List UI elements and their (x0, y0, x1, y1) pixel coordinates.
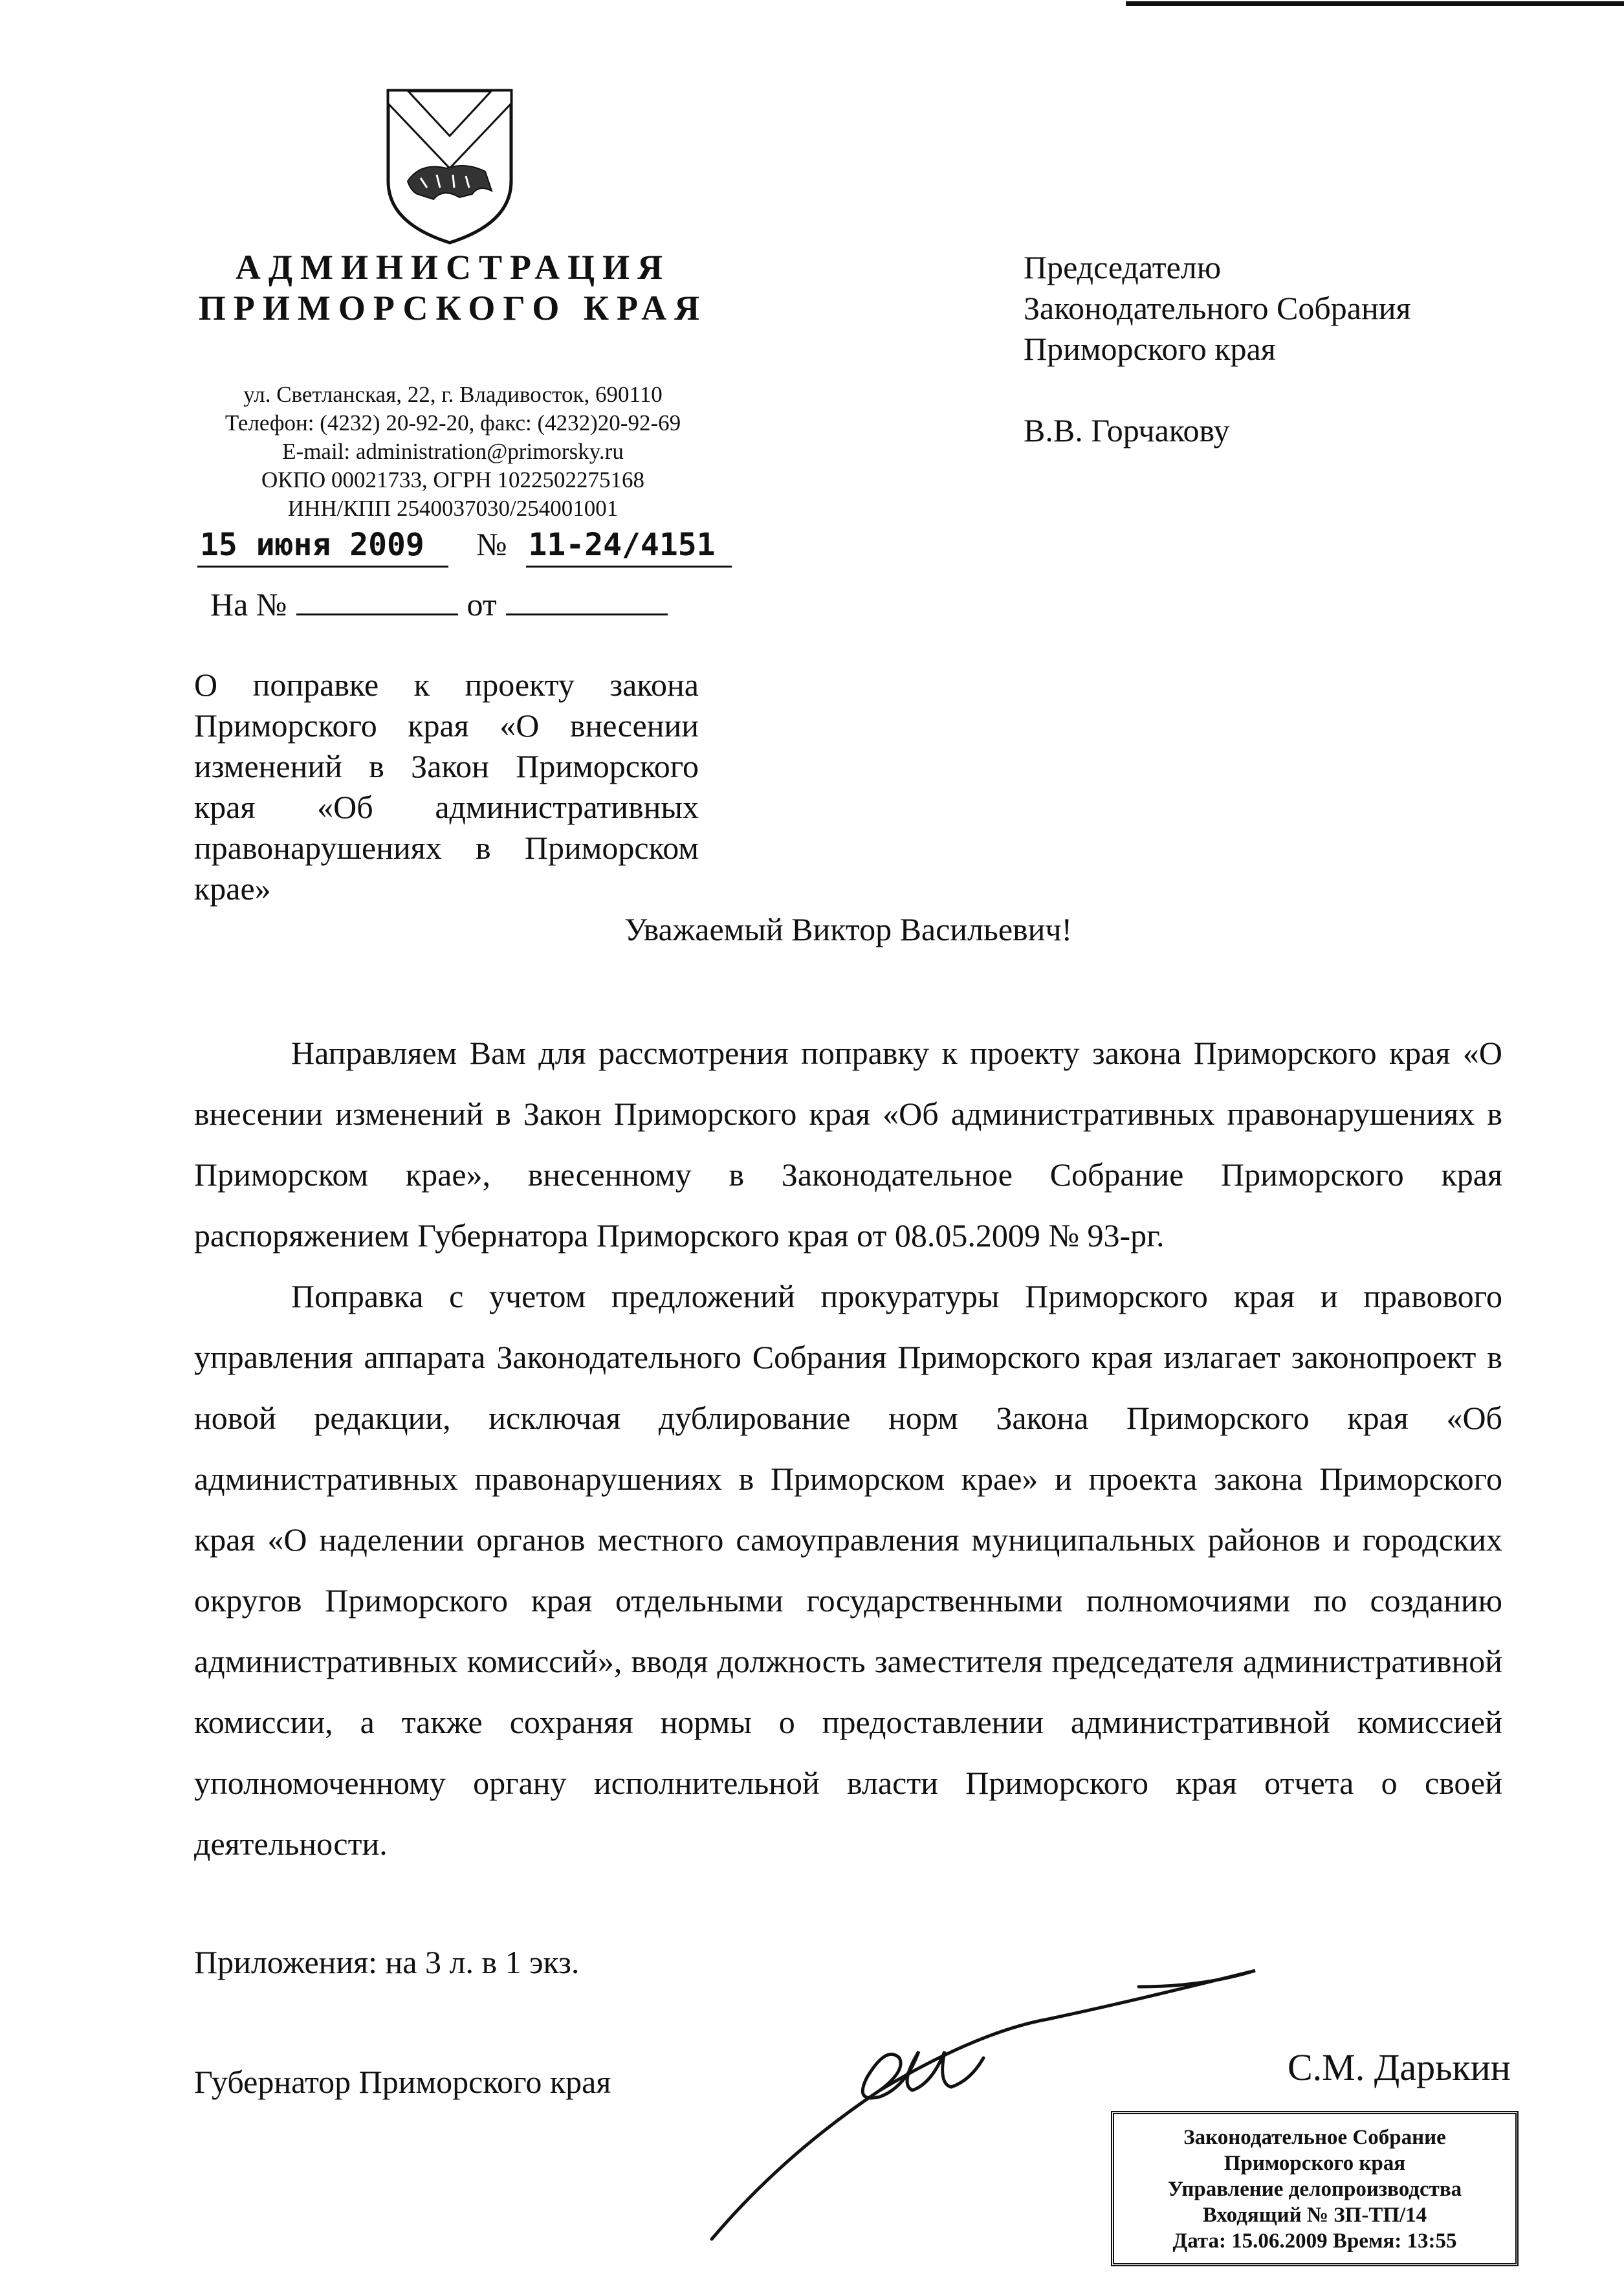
email-line: E-mail: administration@primorsky.ru (282, 439, 624, 464)
number-label: № (476, 526, 507, 562)
org-address-block (194, 381, 712, 523)
document-date: 15 июня 2009 (197, 527, 448, 568)
reply-number-blank (296, 594, 458, 615)
body-paragraph: Направляем Вам для рассмотрения поправку к проекту закона Приморского края «О внесении изменений в Закон Приморского края «Об административных правонарушениях в Приморском крае», внесенному в Законодательное Собрание Приморского края распоряжением Губернатора Приморского края от 08.05.2009 № 93-рг. (194, 1035, 1502, 1254)
letter-subject: О поправке к проекту закона Приморского края «О внесении изменений в Закон Приморского края «Об административных правонарушениях в Приморском крае» (194, 667, 699, 907)
reply-number-label: На № (210, 586, 287, 623)
address-line: ул. Светланская, 22, г. Владивосток, 690110 (243, 382, 663, 407)
org-name-line1: АДМИНИСТРАЦИЯ (235, 248, 671, 287)
stamp-line: Приморского края (1223, 2152, 1406, 2175)
addressee-block (1024, 247, 1410, 451)
stamp-line: Законодательное Собрание (1183, 2126, 1446, 2149)
attachments-note: Приложения: на 3 л. в 1 экз. (194, 1944, 580, 1980)
addressee-name: В.В. Горчакову (1024, 412, 1230, 448)
body-paragraph: Поправка с учетом предложений прокуратуры Приморского края и правового управления аппарата Законодательного Собрания Приморского края излагает законопроект в новой редакции, исключая дублирование норм Закона Приморского края «Об административных правонарушениях в Приморском крае» и проекта закона Приморского края «О наделении органов местного самоуправления муниципальных районов и городских округов Приморского края отдельными государственными полномочиями по созданию административных комиссий», вводя должность заместителя председателя административной комиссии, а также сохраняя нормы о предоставлении административной комиссией уполномоченному органу исполнительной власти Приморского края отчета о своей деятельности. (194, 1278, 1502, 1862)
phone-line: Телефон: (4232) 20-92-20, факс: (4232)20-92-69 (225, 410, 681, 436)
reply-reference (210, 586, 677, 623)
reply-date-blank (506, 594, 668, 615)
top-border-line (1126, 1, 1624, 6)
document-date-number (197, 525, 732, 568)
addressee-line: Председателю (1024, 249, 1222, 285)
addressee-line: Приморского края (1024, 331, 1276, 367)
addressee-line: Законодательного Собрания (1024, 290, 1411, 326)
okpo-line: ОКПО 00021733, ОГРН 1022502275168 (261, 467, 644, 492)
stamp-line: Входящий № ЗП-ТП/14 (1202, 2204, 1427, 2227)
stamp-line: Управление делопроизводства (1167, 2178, 1462, 2201)
document-number: 11-24/4151 (526, 527, 732, 568)
org-name-line2: ПРИМОРСКОГО КРАЯ (198, 289, 708, 327)
signatory-name: С.М. Дарькин (1288, 2046, 1511, 2088)
reply-from-label: от (466, 586, 497, 623)
stamp-line: Дата: 15.06.2009 Время: 13:55 (1172, 2229, 1457, 2253)
registration-stamp (1111, 2111, 1519, 2266)
letter-body (194, 665, 1502, 2103)
signatory-position: Губернатор Приморского края (194, 2064, 611, 2100)
greeting: Уважаемый Виктор Васильевич! (624, 911, 1073, 947)
inn-line: ИНН/КПП 2540037030/254001001 (287, 496, 619, 521)
coat-of-arms-icon (382, 84, 518, 246)
